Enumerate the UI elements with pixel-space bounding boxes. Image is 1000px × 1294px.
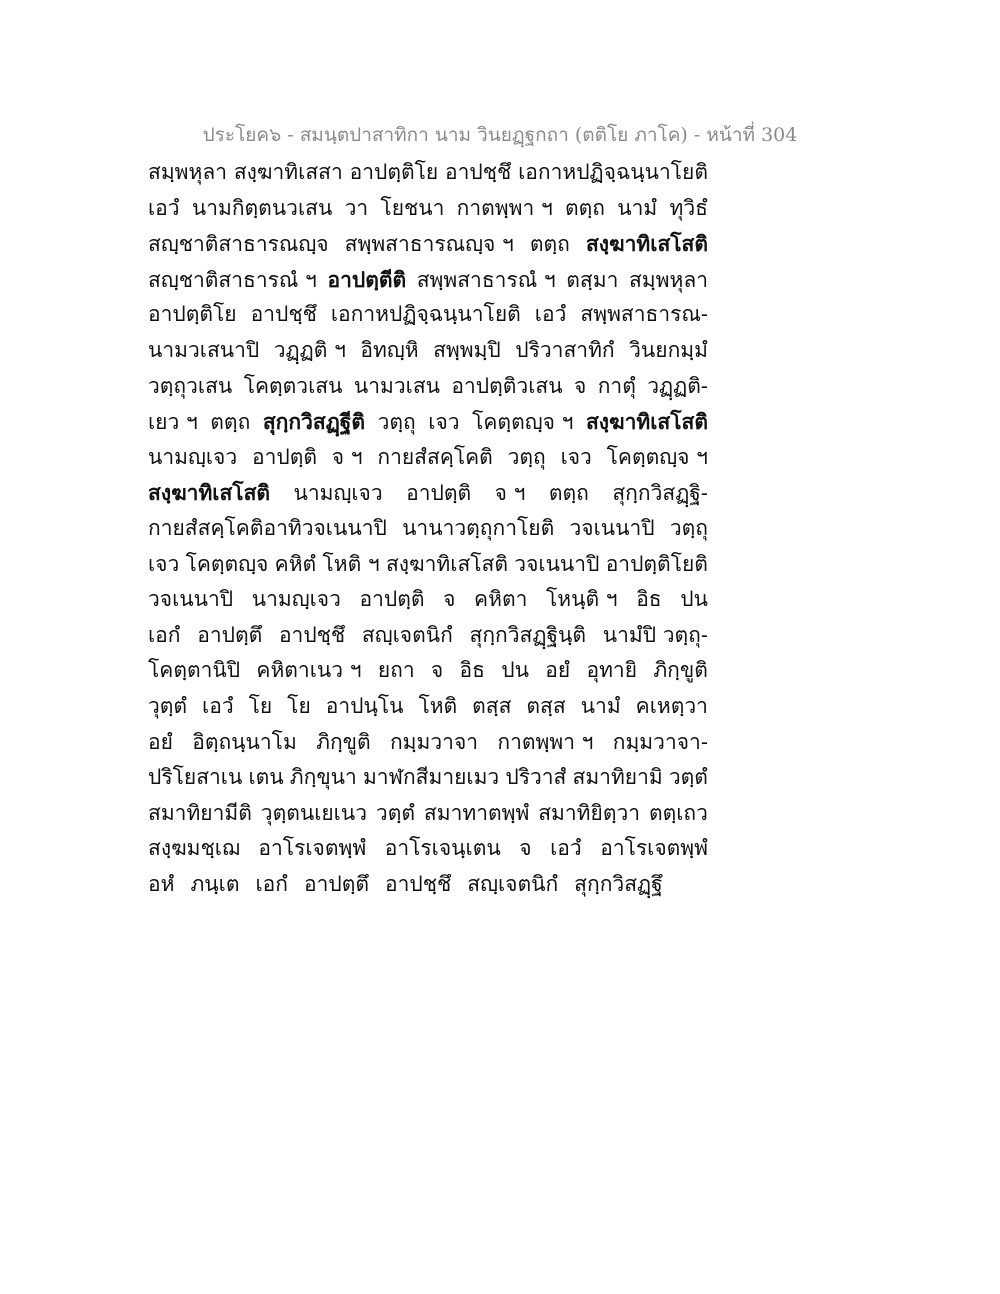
word: ปริโยสาเน [148, 765, 243, 790]
word: สงฺฆาทิเสโสติ [385, 551, 509, 576]
word: วตฺถุ [507, 444, 546, 469]
text-line [148, 547, 708, 583]
word: อาปตฺตึ [197, 622, 263, 647]
word: สญฺเจตนิกํ [467, 871, 559, 896]
word: ตสฺส [472, 693, 512, 718]
bold-term: สุกฺกวิสฏฺฐีติ [262, 409, 366, 435]
word: อิธ [636, 587, 662, 612]
word: เอวํ [534, 302, 567, 327]
text-line [148, 333, 708, 369]
word: อาปชฺชึ [250, 302, 317, 327]
word: เอกํ [148, 622, 181, 647]
word: ตตฺเถว [648, 800, 708, 825]
word: โคตฺตวเสน [243, 373, 343, 398]
word: ตตฺถ [565, 195, 605, 220]
word: กาตพฺพา ฯ [497, 729, 594, 754]
word: วุตฺตนเยเนว [260, 800, 368, 825]
text-line [148, 831, 708, 867]
text-line [148, 689, 708, 725]
word: จ [519, 836, 532, 861]
word: สญฺชาติสาธารณํ ฯ [148, 267, 317, 292]
word: สมาทิยามิ [572, 765, 663, 790]
word: จ ฯ [331, 444, 363, 469]
bold-term: สงฺฆาทิเสโสติ [585, 409, 708, 435]
text-line [148, 796, 708, 832]
word: โย [248, 693, 273, 718]
text-line [148, 226, 708, 262]
word: ภิกฺขุนา [289, 765, 357, 790]
word: นามํ [617, 195, 658, 220]
word: นามํปิ วตฺถุ- [602, 622, 708, 647]
word: กมฺมวาจา- [612, 729, 708, 754]
word: ตสฺมา [566, 267, 619, 292]
word: เจว [428, 410, 460, 435]
bold-term: สงฺฆาทิเสโสติ [585, 231, 708, 257]
word: อาปตฺติ [359, 587, 425, 612]
word: สุกฺกวิสฏฺฐินฺติ [469, 622, 587, 647]
word: อยํ [148, 729, 173, 754]
word: วฏฺฏติ ฯ [273, 337, 346, 362]
word: วจเนนาปิ [148, 587, 234, 612]
word: สพฺพสาธารณญฺจ ฯ [344, 232, 514, 257]
word: จ ฯ [494, 481, 526, 506]
word: เอวํ [550, 836, 582, 861]
word: อาโรเจตพฺพํ [600, 836, 708, 861]
word: เอกํ [255, 871, 288, 896]
body-text [148, 155, 708, 902]
word: ปน [501, 658, 529, 683]
word: ตสฺส [526, 693, 566, 718]
word: คหิตา [474, 587, 528, 612]
word: อาปนฺโน [325, 693, 404, 718]
word: กายสํสคฺโคติอาทิวจเนนาปิ [148, 515, 387, 540]
word: กาตุํ [597, 373, 636, 398]
word: นามญฺเจว [293, 481, 383, 506]
word: อาปตฺตึ [304, 871, 370, 896]
word: สงฺฆมชฺเฌ [148, 836, 240, 861]
text-line [148, 155, 708, 191]
word: ปริวาสาทิกํ [515, 337, 615, 362]
word: อาปตฺติโย [349, 160, 439, 184]
word: อหํ [148, 871, 175, 896]
word: อาปตฺติโย [148, 302, 237, 327]
word: วตฺถุ [669, 515, 708, 540]
word: อาปตฺติโยติ [605, 551, 708, 576]
word: จ [573, 373, 587, 398]
word: เอกาหปฏิจฺฉนฺนาโยติ [518, 160, 708, 184]
word: สพฺพสาธารณํ ฯ [416, 267, 556, 292]
word: มาฬกสีมายเมว [362, 765, 500, 790]
text-line [148, 760, 708, 796]
text-line [148, 618, 708, 654]
word: เจว [560, 444, 592, 469]
word: ยถา [377, 658, 415, 683]
text-line [148, 262, 708, 298]
word: วตฺถุ [377, 410, 416, 435]
word: สุกฺกวิสฏฺฐิ- [612, 481, 708, 506]
word: อิทญฺหิ [360, 337, 419, 362]
word: กาตพฺพา ฯ [456, 195, 553, 220]
text-line [148, 725, 708, 761]
word: อิตฺถนฺนาโม [192, 729, 297, 754]
word: อยํ [545, 658, 571, 683]
word: กายสํสคฺโคติ [377, 444, 493, 469]
text-line [148, 297, 708, 333]
word: อาปชฺชึ [385, 871, 452, 896]
page-header: ประโยค๖ - สมนฺตปาสาทิกา นาม วินยฏฺฐกถา (ตติโย ภาโค) - หน้าที่ 304 [202, 124, 798, 146]
word: สพฺพสาธารณ- [580, 302, 708, 327]
word: เอวํ [202, 693, 234, 718]
word: นามวเสนาปิ [148, 337, 260, 362]
word: สมาทิยิตฺวา [538, 800, 641, 825]
word: วุตฺตํ [148, 693, 188, 718]
word: นามวเสน [353, 373, 440, 398]
word: วตฺตํ [668, 765, 708, 790]
word: วจเนนาปิ [514, 551, 600, 576]
word: คเหตฺวา [635, 693, 708, 718]
text-line [148, 404, 708, 440]
word: วฏฺฏติ- [647, 373, 708, 398]
word: อาปตฺติ [251, 444, 317, 469]
word: วตฺตํ [375, 800, 415, 825]
word: วินยกมฺมํ [629, 337, 708, 362]
text-line [148, 369, 708, 405]
word: ปริวาสํ [505, 765, 567, 790]
word: สมาทาตพฺพํ [423, 800, 530, 825]
word: อาปตฺติวเสน [451, 373, 563, 398]
text-line [148, 511, 708, 547]
word: นามญฺเจว [148, 444, 238, 469]
text-line [148, 440, 708, 476]
word: สญฺเจตนิกํ [361, 622, 453, 647]
word: นามกิตฺตนวเสน [191, 195, 333, 220]
word: ตตฺถ [210, 410, 251, 435]
word: คหิตํ [274, 551, 317, 576]
word: อุทายิ [586, 658, 638, 683]
word: สุกฺกวิสฏฺฐึ [574, 871, 663, 896]
word: เยว ฯ [148, 410, 198, 435]
word: ทุวิธํ [669, 195, 708, 220]
word: สมาทิยามีติ [148, 800, 252, 825]
bold-term: สงฺฆาทิเสโสติ [148, 480, 271, 506]
word: โคตฺตญฺจ ฯ [606, 444, 708, 469]
word: สพฺพมฺปิ [433, 337, 501, 362]
word: วา [344, 195, 369, 220]
word: จ [443, 587, 456, 612]
word: โคตฺตานิปิ [148, 658, 241, 683]
text-line [148, 191, 708, 227]
word: นามํ [580, 693, 621, 718]
word: อิธ [459, 658, 485, 683]
word: ตตฺถ [529, 232, 570, 257]
word: สญฺชาติสาธารณญฺจ [148, 232, 329, 257]
word: นานาวตฺถุกาโยติ [402, 515, 555, 540]
word: โย [287, 693, 311, 718]
word: สมฺพหุลา [148, 160, 228, 184]
word: ปน [680, 587, 708, 612]
text-line [148, 867, 708, 903]
word: โยชนา [380, 195, 445, 220]
word: อาปชฺชึ [278, 622, 346, 647]
text-line [148, 582, 708, 618]
word: โหติ [418, 693, 458, 718]
text-line [148, 653, 708, 689]
word: สมฺพหุลา [628, 267, 708, 292]
word: สงฺฆาทิเสสา [233, 160, 343, 184]
word: โหนฺติ ฯ [545, 587, 618, 612]
word: ตตฺถ [548, 481, 589, 506]
word: อาปชฺชึ [445, 160, 512, 184]
word: อาโรเจนฺเตน [384, 836, 501, 861]
word: เอวํ [148, 195, 180, 220]
word: เอกาหปฏิจฺฉนฺนาโยติ [330, 302, 521, 327]
word: จ [430, 658, 444, 683]
word: วตฺถุวเสน [148, 373, 233, 398]
word: คหิตาเนว ฯ [256, 658, 362, 683]
word: ภิกฺขูติ [316, 729, 371, 754]
word: โหติ ฯ [322, 551, 380, 576]
text-line [148, 475, 708, 511]
bold-term: อาปตฺตีติ [327, 266, 407, 292]
word: เจว [148, 551, 180, 576]
word: กมฺมวาจา [389, 729, 479, 754]
word: นามญฺเจว [251, 587, 341, 612]
word: ภนฺเต [190, 871, 240, 896]
word: อาปตฺติ [406, 481, 472, 506]
word: อาโรเจตพฺพํ [258, 836, 367, 861]
word: ภิกฺขูติ [653, 658, 708, 683]
word: โคตฺตญฺจ [185, 551, 269, 576]
word: วจเนนาปิ [569, 515, 655, 540]
word: เตน [248, 765, 284, 790]
word: โคตฺตญฺจ ฯ [472, 410, 574, 435]
